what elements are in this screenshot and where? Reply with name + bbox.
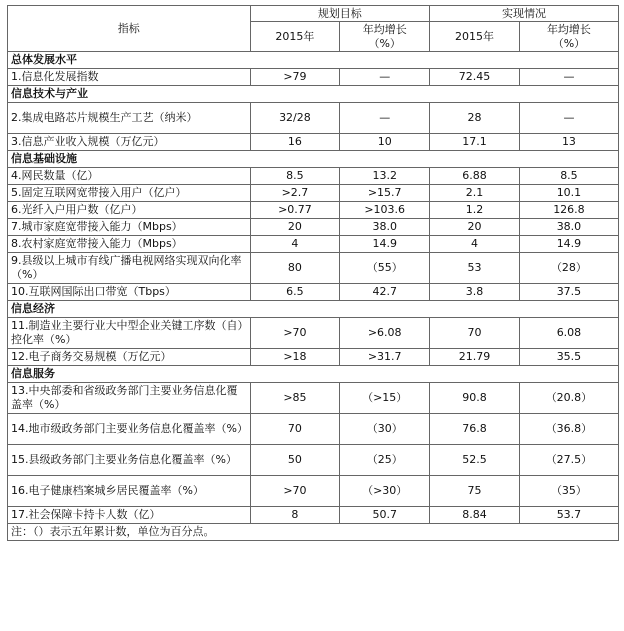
plan-growth-cell: 50.7 <box>340 507 430 524</box>
table-row <box>8 185 619 202</box>
actual-growth-cell: — <box>519 69 618 86</box>
document-page <box>7 5 619 541</box>
indicator-name-cell: 13.中央部委和省级政务部门主要业务信息化覆盖率（%） <box>8 383 251 414</box>
header-plan-2015: 2015年 <box>250 22 340 52</box>
actual-growth-cell: 10.1 <box>519 185 618 202</box>
header-actual-growth-line1: 年均增长 <box>546 22 591 36</box>
plan-growth-cell: 42.7 <box>340 284 430 301</box>
plan-growth-cell: （30） <box>340 414 430 445</box>
indicator-table <box>7 5 619 541</box>
table-row <box>8 202 619 219</box>
plan-growth-cell: >103.6 <box>340 202 430 219</box>
table-row <box>8 219 619 236</box>
table-row <box>8 383 619 414</box>
plan-growth-cell: 14.9 <box>340 236 430 253</box>
table-row <box>8 349 619 366</box>
plan-2015-cell: 50 <box>250 445 340 476</box>
indicator-name-cell: 8.农村家庭宽带接入能力（Mbps） <box>8 236 251 253</box>
section-title: 信息技术与产业 <box>8 86 619 103</box>
plan-growth-cell: 38.0 <box>340 219 430 236</box>
table-row <box>8 318 619 349</box>
plan-2015-cell: >70 <box>250 318 340 349</box>
header-plan-growth-line2: （%） <box>368 36 401 50</box>
table-row <box>8 103 619 134</box>
actual-growth-cell: （28） <box>519 253 618 284</box>
actual-growth-cell: — <box>519 103 618 134</box>
actual-growth-cell: 8.5 <box>519 168 618 185</box>
table-row <box>8 284 619 301</box>
actual-growth-cell: （27.5） <box>519 445 618 476</box>
header-actual-2015: 2015年 <box>430 22 520 52</box>
actual-2015-cell: 52.5 <box>430 445 520 476</box>
table-row <box>8 134 619 151</box>
plan-growth-cell: （>30） <box>340 476 430 507</box>
actual-growth-cell: 38.0 <box>519 219 618 236</box>
actual-2015-cell: 76.8 <box>430 414 520 445</box>
plan-2015-cell: >85 <box>250 383 340 414</box>
section-header-row <box>8 301 619 318</box>
plan-growth-cell: >15.7 <box>340 185 430 202</box>
actual-growth-cell: 6.08 <box>519 318 618 349</box>
plan-2015-cell: 70 <box>250 414 340 445</box>
actual-2015-cell: 28 <box>430 103 520 134</box>
indicator-name-cell: 6.光纤入户用户数（亿户） <box>8 202 251 219</box>
plan-2015-cell: 80 <box>250 253 340 284</box>
indicator-name-cell: 12.电子商务交易规模（万亿元） <box>8 349 251 366</box>
header-actual-group: 实现情况 <box>430 6 619 22</box>
section-header-row <box>8 366 619 383</box>
plan-2015-cell: 8.5 <box>250 168 340 185</box>
table-row <box>8 414 619 445</box>
actual-2015-cell: 21.79 <box>430 349 520 366</box>
plan-growth-cell: 10 <box>340 134 430 151</box>
header-actual-growth-line2: （%） <box>552 36 586 50</box>
plan-2015-cell: >0.77 <box>250 202 340 219</box>
table-row <box>8 476 619 507</box>
plan-2015-cell: >79 <box>250 69 340 86</box>
plan-growth-cell: — <box>340 69 430 86</box>
plan-growth-cell: （55） <box>340 253 430 284</box>
header-plan-growth-line1: 年均增长 <box>362 22 407 36</box>
actual-2015-cell: 3.8 <box>430 284 520 301</box>
section-header-row <box>8 52 619 69</box>
indicator-name-cell: 17.社会保障卡持卡人数（亿） <box>8 507 251 524</box>
indicator-name-cell: 9.县级以上城市有线广播电视网络实现双向化率（%） <box>8 253 251 284</box>
plan-growth-cell: >31.7 <box>340 349 430 366</box>
table-row <box>8 236 619 253</box>
header-plan-growth <box>340 22 430 52</box>
indicator-name-cell: 14.地市级政务部门主要业务信息化覆盖率（%） <box>8 414 251 445</box>
indicator-name-cell: 4.网民数量（亿） <box>8 168 251 185</box>
actual-2015-cell: 72.45 <box>430 69 520 86</box>
actual-2015-cell: 17.1 <box>430 134 520 151</box>
indicator-name-cell: 11.制造业主要行业大中型企业关键工序数（自）控化率（%） <box>8 318 251 349</box>
plan-2015-cell: 20 <box>250 219 340 236</box>
actual-2015-cell: 75 <box>430 476 520 507</box>
indicator-name-cell: 1.信息化发展指数 <box>8 69 251 86</box>
plan-2015-cell: 8 <box>250 507 340 524</box>
actual-growth-cell: 35.5 <box>519 349 618 366</box>
header-row-1 <box>8 6 619 22</box>
actual-growth-cell: 14.9 <box>519 236 618 253</box>
plan-growth-cell: （>15） <box>340 383 430 414</box>
indicator-name-cell: 2.集成电路芯片规模生产工艺（纳米） <box>8 103 251 134</box>
table-row <box>8 445 619 476</box>
actual-2015-cell: 1.2 <box>430 202 520 219</box>
section-header-row <box>8 151 619 168</box>
plan-2015-cell: 4 <box>250 236 340 253</box>
indicator-name-cell: 3.信息产业收入规模（万亿元） <box>8 134 251 151</box>
actual-2015-cell: 70 <box>430 318 520 349</box>
actual-growth-cell: 53.7 <box>519 507 618 524</box>
actual-growth-cell: 126.8 <box>519 202 618 219</box>
actual-growth-cell: （35） <box>519 476 618 507</box>
actual-growth-cell: （36.8） <box>519 414 618 445</box>
indicator-name-cell: 15.县级政务部门主要业务信息化覆盖率（%） <box>8 445 251 476</box>
header-indicator: 指标 <box>8 6 251 52</box>
actual-growth-cell: （20.8） <box>519 383 618 414</box>
table-row <box>8 253 619 284</box>
section-title: 信息经济 <box>8 301 619 318</box>
table-row <box>8 507 619 524</box>
table-row <box>8 69 619 86</box>
actual-2015-cell: 6.88 <box>430 168 520 185</box>
indicator-name-cell: 7.城市家庭宽带接入能力（Mbps） <box>8 219 251 236</box>
actual-2015-cell: 53 <box>430 253 520 284</box>
note-row <box>8 524 619 541</box>
plan-2015-cell: >70 <box>250 476 340 507</box>
plan-2015-cell: >18 <box>250 349 340 366</box>
plan-growth-cell: — <box>340 103 430 134</box>
actual-growth-cell: 37.5 <box>519 284 618 301</box>
table-note: 注：（）表示五年累计数，单位为百分点。 <box>8 524 619 541</box>
actual-growth-cell: 13 <box>519 134 618 151</box>
section-title: 信息基础设施 <box>8 151 619 168</box>
plan-2015-cell: 6.5 <box>250 284 340 301</box>
actual-2015-cell: 2.1 <box>430 185 520 202</box>
table-row <box>8 168 619 185</box>
actual-2015-cell: 90.8 <box>430 383 520 414</box>
section-title: 信息服务 <box>8 366 619 383</box>
actual-2015-cell: 4 <box>430 236 520 253</box>
plan-2015-cell: >2.7 <box>250 185 340 202</box>
indicator-name-cell: 16.电子健康档案城乡居民覆盖率（%） <box>8 476 251 507</box>
plan-growth-cell: （25） <box>340 445 430 476</box>
actual-2015-cell: 20 <box>430 219 520 236</box>
plan-2015-cell: 16 <box>250 134 340 151</box>
section-title: 总体发展水平 <box>8 52 619 69</box>
plan-2015-cell: 32/28 <box>250 103 340 134</box>
plan-growth-cell: >6.08 <box>340 318 430 349</box>
actual-2015-cell: 8.84 <box>430 507 520 524</box>
indicator-name-cell: 5.固定互联网宽带接入用户（亿户） <box>8 185 251 202</box>
header-actual-growth <box>519 22 618 52</box>
section-header-row <box>8 86 619 103</box>
plan-growth-cell: 13.2 <box>340 168 430 185</box>
header-planned-group: 规划目标 <box>250 6 430 22</box>
indicator-name-cell: 10.互联网国际出口带宽（Tbps） <box>8 284 251 301</box>
